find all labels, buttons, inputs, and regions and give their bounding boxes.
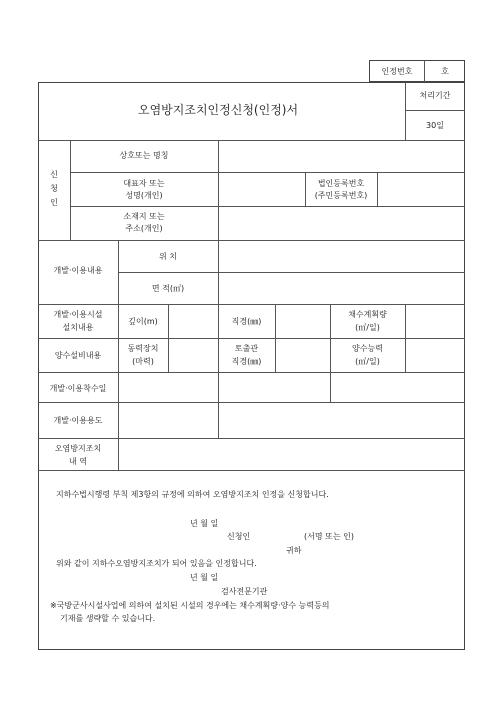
divider [70, 206, 465, 207]
facility-label-1: 개발·이용시설 [53, 310, 103, 319]
capacity-label-2: (㎥/일) [355, 357, 380, 366]
recipient-label: 귀하 [286, 546, 302, 555]
corp-reg-label-2: (주민등록번호) [314, 191, 368, 200]
divider [38, 240, 465, 241]
diameter-field[interactable] [277, 307, 328, 337]
address-label-2: 주소(개인) [125, 224, 163, 233]
discharge-label-2: 직경(㎜) [231, 357, 262, 366]
measures-label-2: 내 역 [69, 457, 87, 466]
representative-field[interactable] [220, 175, 303, 205]
apply-statement: 지하수법시행령 부칙 제3항의 규정에 의하여 오염방지조치 인정을 신청합니다. [56, 490, 329, 499]
divider [377, 172, 378, 206]
divider [38, 304, 465, 305]
divider [38, 338, 465, 339]
address-label-1: 소재지 또는 [123, 212, 165, 221]
start-date-label: 개발·이용착수일 [49, 384, 107, 393]
facility-label-2: 설치내용 [62, 323, 94, 332]
capacity-label-1: 양수능력 [352, 344, 383, 353]
form-title: 오염방지조치인정신청(인정)서 [138, 103, 299, 117]
divider [38, 402, 465, 403]
company-name-field[interactable] [220, 143, 463, 171]
power-field[interactable] [170, 341, 216, 370]
footnote-1: ※국방군사시설사업에 의하여 설치된 시설의 경우에는 채수계획량·양수 능력등의 [50, 601, 330, 610]
divider [38, 372, 465, 373]
measures-label-1: 오염방지조치 [54, 444, 102, 453]
divider [424, 60, 425, 82]
area-field[interactable] [220, 275, 463, 303]
cert-number-field[interactable] [426, 62, 440, 80]
divider [38, 470, 465, 471]
corp-reg-field[interactable] [379, 175, 463, 205]
location-field[interactable] [220, 243, 463, 271]
pump-label: 양수설비내용 [54, 351, 102, 360]
depth-field[interactable] [170, 307, 216, 337]
discharge-field[interactable] [277, 341, 328, 370]
divider [405, 110, 465, 111]
representative-label-1: 대표자 또는 [123, 179, 165, 188]
applicant-side-label-2: 청 [50, 184, 58, 193]
signature-note: (서명 또는 인) [304, 532, 354, 541]
diameter-label: 직경(㎜) [231, 317, 262, 326]
divider [218, 140, 219, 240]
area-label: 면 적(㎡) [151, 284, 185, 293]
discharge-label-1: 토출관 [234, 344, 259, 353]
water-plan-field[interactable] [407, 307, 463, 337]
power-label-2: (마력) [132, 357, 154, 366]
power-label-1: 동력장치 [127, 344, 159, 353]
processing-period-value: 30일 [426, 121, 444, 130]
divider [118, 402, 119, 470]
cert-number-label: 인정번호 [381, 67, 413, 76]
processing-period-label: 처리기간 [419, 91, 451, 100]
inspection-agency: 검사전문기관 [221, 587, 268, 596]
corp-reg-label-1: 법인등록번호 [317, 179, 365, 188]
applicant-signature-label: 신청인 [227, 532, 251, 541]
footnote-2: 기재를 생략할 수 있습니다. [60, 614, 156, 623]
representative-label-2: 성명(개인) [125, 191, 163, 200]
measures-field[interactable] [120, 441, 463, 468]
capacity-field[interactable] [407, 341, 463, 370]
divider [330, 372, 331, 402]
applicant-side-label-3: 인 [50, 198, 58, 207]
start-date-field[interactable] [120, 375, 216, 400]
development-label: 개발·이용내용 [53, 266, 103, 275]
divider [38, 438, 465, 439]
divider [38, 140, 465, 141]
water-plan-label-2: (㎥/일) [355, 323, 380, 332]
applicant-side-label-1: 신 [50, 170, 58, 179]
water-plan-label-1: 채수계획량 [348, 310, 387, 319]
company-name-label: 상호또는 명칭 [119, 151, 169, 160]
confirm-statement: 위와 같이 지하수오염방지조치가 되어 있음을 인정합니다. [56, 559, 257, 568]
apply-date: 년 월 일 [190, 519, 219, 528]
depth-label: 깊이(m) [128, 317, 158, 326]
usage-label: 개발·이용용도 [53, 416, 103, 425]
location-label: 위 치 [159, 252, 177, 261]
divider [118, 272, 465, 273]
divider [70, 172, 465, 173]
confirm-date: 년 월 일 [190, 573, 219, 582]
cert-number-suffix: 호 [441, 67, 449, 76]
divider [218, 372, 219, 402]
usage-field[interactable] [120, 405, 463, 435]
address-field[interactable] [220, 209, 463, 238]
